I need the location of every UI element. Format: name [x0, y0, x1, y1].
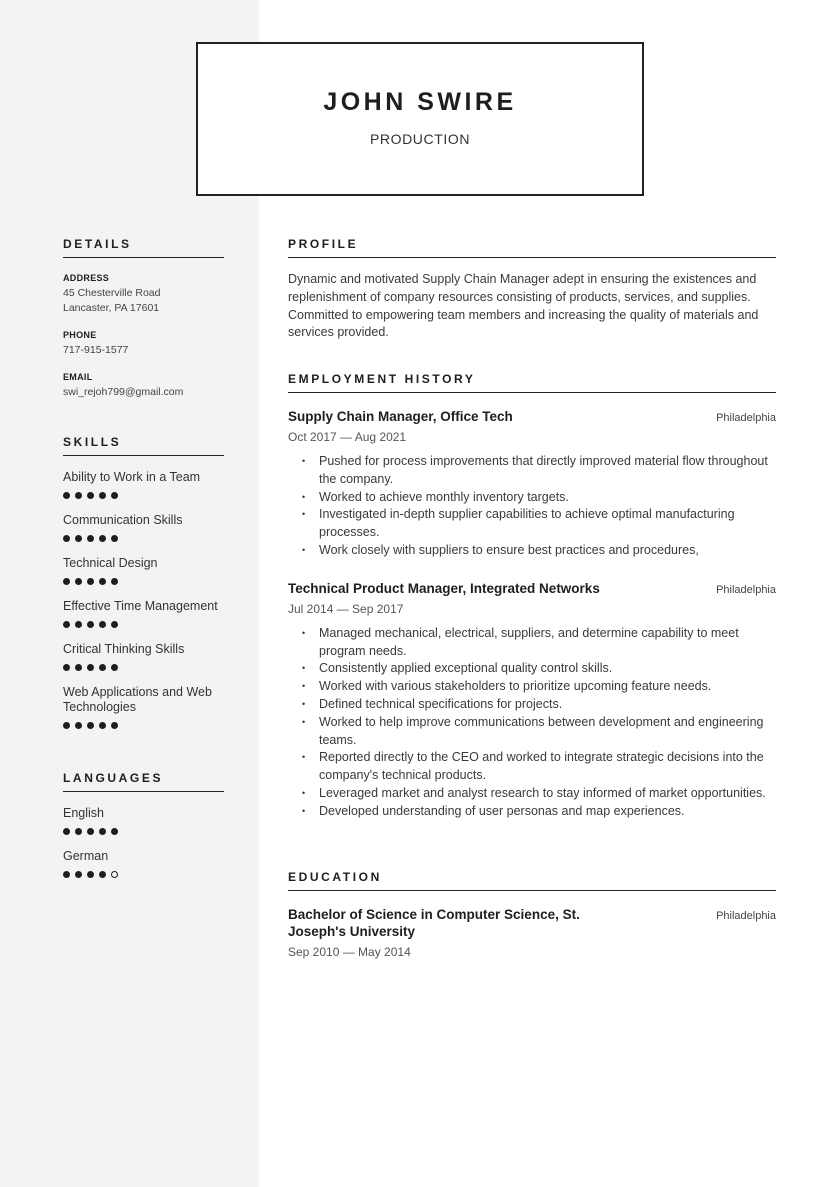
- details-section: [63, 237, 224, 400]
- rating-dot-filled: [75, 871, 82, 878]
- job-bullets: [288, 453, 776, 560]
- rating-dot-filled: [87, 621, 94, 628]
- rating-dot-filled: [111, 722, 118, 729]
- rating-dot-filled: [87, 535, 94, 542]
- job-city: Philadelphia: [716, 412, 776, 424]
- language-name: German: [63, 849, 109, 863]
- education-city: Philadelphia: [716, 910, 776, 922]
- candidate-name: JOHN SWIRE: [323, 88, 517, 116]
- skill-rating: [63, 722, 224, 729]
- email-value[interactable]: swi_rejoh799@gmail.com: [63, 386, 184, 398]
- rating-dot-filled: [63, 871, 70, 878]
- rating-dot-filled: [99, 492, 106, 499]
- job-dates: Oct 2017 — Aug 2021: [288, 430, 407, 444]
- skill-item: [63, 599, 224, 628]
- job-title: Supply Chain Manager, Office Tech: [288, 409, 513, 424]
- education-heading: EDUCATION: [288, 870, 776, 891]
- employment-heading: EMPLOYMENT HISTORY: [288, 372, 776, 393]
- job-entry: [288, 580, 776, 821]
- rating-dot-filled: [87, 492, 94, 499]
- rating-dot-filled: [63, 828, 70, 835]
- rating-dot-filled: [75, 828, 82, 835]
- job-bullet: • Developed understanding of user personas and map experiences.: [319, 803, 776, 821]
- job-bullet: • Reported directly to the CEO and worked to integrate strategic decisions into the company's technical products.: [319, 749, 776, 785]
- rating-dot-filled: [87, 828, 94, 835]
- skill-rating: [63, 578, 224, 585]
- phone-label: PHONE: [63, 330, 97, 340]
- rating-dot-filled: [99, 828, 106, 835]
- rating-dot-filled: [87, 871, 94, 878]
- rating-dot-filled: [99, 722, 106, 729]
- rating-dot-filled: [63, 621, 70, 628]
- languages-heading: LANGUAGES: [63, 771, 224, 792]
- language-item: [63, 806, 224, 835]
- rating-dot-filled: [99, 664, 106, 671]
- education-dates: Sep 2010 — May 2014: [288, 945, 411, 959]
- rating-dot-empty: [111, 871, 118, 878]
- skill-name: Effective Time Management: [63, 599, 218, 613]
- rating-dot-filled: [111, 621, 118, 628]
- skill-item: [63, 513, 224, 542]
- job-bullet: • Leveraged market and analyst research to stay informed of market opportunities.: [319, 785, 776, 803]
- rating-dot-filled: [75, 722, 82, 729]
- language-item: [63, 849, 224, 878]
- address-line-1: 45 Chesterville Road: [63, 287, 161, 299]
- job-bullet: • Worked with various stakeholders to prioritize upcoming feature needs.: [319, 678, 776, 696]
- job-bullet: • Managed mechanical, electrical, suppliers, and determine capability to meet program needs.: [319, 625, 776, 661]
- rating-dot-filled: [75, 492, 82, 499]
- skills-heading: SKILLS: [63, 435, 224, 456]
- phone-value: 717-915-1577: [63, 344, 129, 356]
- rating-dot-filled: [111, 578, 118, 585]
- education-entry: [288, 906, 776, 959]
- employment-section: [288, 372, 776, 821]
- skill-item: [63, 556, 224, 585]
- job-bullet: • Investigated in-depth supplier capabilities to achieve optimal manufacturing processes.: [319, 506, 776, 542]
- rating-dot-filled: [75, 535, 82, 542]
- languages-section: [63, 771, 224, 878]
- skill-rating: [63, 492, 224, 499]
- job-title: Technical Product Manager, Integrated Networks: [288, 580, 600, 596]
- job-bullet: • Pushed for process improvements that directly improved material flow throughout the company.: [319, 453, 776, 489]
- language-rating: [63, 828, 224, 835]
- rating-dot-filled: [63, 535, 70, 542]
- rating-dot-filled: [87, 664, 94, 671]
- profile-heading: PROFILE: [288, 237, 776, 258]
- job-entry: [288, 408, 776, 560]
- rating-dot-filled: [111, 828, 118, 835]
- email-label: EMAIL: [63, 372, 93, 382]
- skill-rating: [63, 535, 224, 542]
- rating-dot-filled: [63, 492, 70, 499]
- skill-name: Web Applications and Web Technologies: [63, 685, 212, 714]
- education-section: [288, 870, 776, 959]
- rating-dot-filled: [63, 578, 70, 585]
- rating-dot-filled: [87, 578, 94, 585]
- profile-text: Dynamic and motivated Supply Chain Manager adept in ensuring the existences and replenishment of company resources consisting of products, services, and supplies. Committed to empowering team members and increasing the quality of materials and services provided.: [288, 272, 759, 340]
- job-city: Philadelphia: [716, 583, 776, 596]
- skill-rating: [63, 664, 224, 671]
- rating-dot-filled: [111, 664, 118, 671]
- rating-dot-filled: [63, 664, 70, 671]
- resume-header: [196, 42, 644, 196]
- rating-dot-filled: [75, 664, 82, 671]
- skill-item: [63, 470, 224, 499]
- job-bullet: • Worked to help improve communications between development and engineering teams.: [319, 714, 776, 750]
- job-bullets: [288, 625, 776, 821]
- language-name: English: [63, 806, 104, 820]
- address-label: ADDRESS: [63, 273, 110, 283]
- rating-dot-filled: [99, 871, 106, 878]
- details-heading: DETAILS: [63, 237, 224, 258]
- rating-dot-filled: [75, 578, 82, 585]
- education-degree: Bachelor of Science in Computer Science, St. Joseph's University: [288, 907, 580, 939]
- profile-section: [288, 237, 776, 342]
- rating-dot-filled: [87, 722, 94, 729]
- rating-dot-filled: [99, 578, 106, 585]
- job-dates: Jul 2014 — Sep 2017: [288, 601, 404, 616]
- skill-rating: [63, 621, 224, 628]
- skill-name: Technical Design: [63, 556, 158, 570]
- skill-item: [63, 642, 224, 671]
- job-bullet: • Defined technical specifications for projects.: [319, 696, 776, 714]
- skill-name: Ability to Work in a Team: [63, 470, 201, 484]
- job-bullet: • Consistently applied exceptional quality control skills.: [319, 660, 776, 678]
- rating-dot-filled: [75, 621, 82, 628]
- rating-dot-filled: [99, 535, 106, 542]
- skill-name: Critical Thinking Skills: [63, 642, 185, 656]
- skill-name: Communication Skills: [63, 513, 183, 527]
- job-bullet: • Work closely with suppliers to ensure best practices and procedures,: [319, 542, 776, 560]
- skill-item: [63, 685, 224, 729]
- address-line-2: Lancaster, PA 17601: [63, 302, 160, 314]
- skills-section: [63, 435, 224, 729]
- rating-dot-filled: [111, 492, 118, 499]
- rating-dot-filled: [99, 621, 106, 628]
- rating-dot-filled: [63, 722, 70, 729]
- candidate-title: PRODUCTION: [369, 131, 471, 147]
- language-rating: [63, 871, 224, 878]
- rating-dot-filled: [111, 535, 118, 542]
- job-bullet: • Worked to achieve monthly inventory targets.: [319, 489, 776, 507]
